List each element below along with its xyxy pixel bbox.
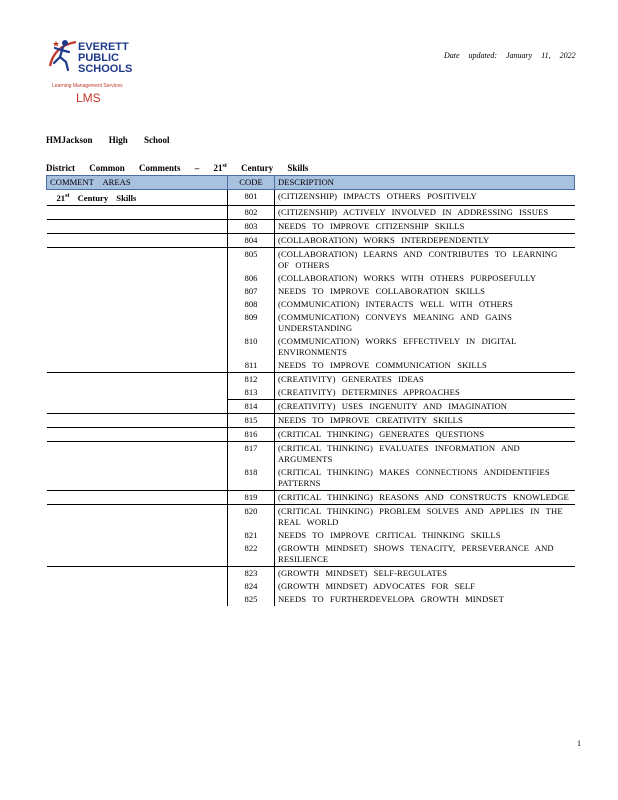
area-cell bbox=[47, 359, 228, 373]
description-cell: (COMMUNICATION) WORKS EFFECTIVELY IN DIGITAL ENVIRONMENTS bbox=[275, 335, 575, 359]
code-cell: 811 bbox=[228, 359, 275, 373]
table-row bbox=[47, 490, 575, 504]
area-cell bbox=[47, 386, 228, 400]
description-cell: NEEDS TO IMPROVE CREATIVITY SKILLS bbox=[275, 413, 575, 427]
table-row bbox=[47, 335, 575, 359]
header-code: CODE bbox=[228, 176, 275, 190]
description-cell: (COMMUNICATION) INTERACTS WELL WITH OTHERS bbox=[275, 298, 575, 311]
table-row bbox=[47, 566, 575, 580]
code-cell: 813 bbox=[228, 386, 275, 400]
code-cell: 825 bbox=[228, 593, 275, 606]
logo-line-1: EVERETT bbox=[78, 41, 129, 53]
area-cell bbox=[47, 542, 228, 567]
table-header-row bbox=[47, 176, 575, 190]
table-row bbox=[47, 529, 575, 542]
description-cell: (COLLABORATION) LEARNS AND CONTRIBUTES TO LEARNING OF OTHERS bbox=[275, 247, 575, 272]
page-heading bbox=[46, 163, 308, 173]
table-row bbox=[47, 247, 575, 272]
area-cell bbox=[47, 205, 228, 219]
table-row bbox=[47, 311, 575, 335]
description-cell: (CREATIVITY) DETERMINES APPROACHES bbox=[275, 386, 575, 400]
table-row bbox=[47, 386, 575, 400]
code-cell: 822 bbox=[228, 542, 275, 567]
code-cell: 823 bbox=[228, 566, 275, 580]
area-cell bbox=[47, 399, 228, 413]
table-row bbox=[47, 427, 575, 441]
table-row bbox=[47, 441, 575, 466]
runner-icon bbox=[46, 36, 78, 76]
description-cell: NEEDS TO FURTHERDEVELOPA GROWTH MINDSET bbox=[275, 593, 575, 606]
table-row bbox=[47, 285, 575, 298]
description-cell: (GROWTH MINDSET) ADVOCATES FOR SELF bbox=[275, 580, 575, 593]
table-row bbox=[47, 466, 575, 491]
code-cell: 816 bbox=[228, 427, 275, 441]
description-cell: NEEDS TO IMPROVE COMMUNICATION SKILLS bbox=[275, 359, 575, 373]
area-cell bbox=[47, 285, 228, 298]
description-cell: (CRITICAL THINKING) PROBLEM SOLVES AND APPLIES IN THE REAL WORLD bbox=[275, 504, 575, 529]
page-number: 1 bbox=[577, 739, 581, 748]
area-cell bbox=[47, 490, 228, 504]
area-cell bbox=[47, 311, 228, 335]
area-cell bbox=[47, 233, 228, 247]
description-cell: (CITIZENSHIP) IMPACTS OTHERS POSITIVELY bbox=[275, 190, 575, 206]
table-row bbox=[47, 272, 575, 285]
logo-line-2: PUBLIC bbox=[78, 52, 119, 64]
area-prefix: 21 bbox=[56, 192, 66, 203]
code-cell: 804 bbox=[228, 233, 275, 247]
logo-subtitle: Learning Management Services bbox=[52, 83, 123, 89]
table-row bbox=[47, 413, 575, 427]
date-updated: Date updated: January 11, 2022 bbox=[444, 51, 576, 60]
table-row bbox=[47, 359, 575, 373]
table-row bbox=[47, 399, 575, 413]
everett-logo bbox=[46, 36, 136, 106]
table-row bbox=[47, 372, 575, 386]
code-cell: 806 bbox=[228, 272, 275, 285]
code-cell: 803 bbox=[228, 219, 275, 233]
description-cell: (CREATIVITY) USES INGENUITY AND IMAGINATION bbox=[275, 399, 575, 413]
description-cell: NEEDS TO IMPROVE COLLABORATION SKILLS bbox=[275, 285, 575, 298]
description-cell: (COMMUNICATION) CONVEYS MEANING AND GAINS UNDERSTANDING bbox=[275, 311, 575, 335]
table-row bbox=[47, 233, 575, 247]
area-cell bbox=[47, 566, 228, 580]
area-cell bbox=[47, 413, 228, 427]
code-cell: 801 bbox=[228, 190, 275, 206]
header-comment-areas: COMMENT AREAS bbox=[47, 176, 228, 190]
table-row bbox=[47, 205, 575, 219]
code-cell: 815 bbox=[228, 413, 275, 427]
table-row bbox=[47, 219, 575, 233]
table-body bbox=[47, 190, 575, 606]
code-cell: 819 bbox=[228, 490, 275, 504]
table-row bbox=[47, 504, 575, 529]
code-cell: 805 bbox=[228, 247, 275, 272]
area-cell bbox=[47, 298, 228, 311]
area-sup: st bbox=[65, 193, 70, 199]
area-cell bbox=[47, 466, 228, 491]
area-cell bbox=[47, 219, 228, 233]
code-cell: 812 bbox=[228, 372, 275, 386]
description-cell: (CRITICAL THINKING) REASONS AND CONSTRUCTS KNOWLEDGE bbox=[275, 490, 575, 504]
school-name: HMJackson High School bbox=[46, 135, 170, 145]
heading-suffix: Century Skills bbox=[241, 163, 309, 173]
area-cell bbox=[47, 335, 228, 359]
description-cell: NEEDS TO IMPROVE CITIZENSHIP SKILLS bbox=[275, 219, 575, 233]
description-cell: (COLLABORATION) WORKS INTERDEPENDENTLY bbox=[275, 233, 575, 247]
description-cell: (CRITICAL THINKING) EVALUATES INFORMATION AND ARGUMENTS bbox=[275, 441, 575, 466]
description-cell: (CREATIVITY) GENERATES IDEAS bbox=[275, 372, 575, 386]
code-cell: 809 bbox=[228, 311, 275, 335]
comments-table bbox=[46, 175, 575, 606]
code-cell: 821 bbox=[228, 529, 275, 542]
code-cell: 807 bbox=[228, 285, 275, 298]
code-cell: 817 bbox=[228, 441, 275, 466]
code-cell: 810 bbox=[228, 335, 275, 359]
heading-sup: st bbox=[222, 163, 227, 169]
table-row bbox=[47, 298, 575, 311]
description-cell: (CRITICAL THINKING) MAKES CONNECTIONS ANDIDENTIFIES PATTERNS bbox=[275, 466, 575, 491]
code-cell: 818 bbox=[228, 466, 275, 491]
logo-lms: LMS bbox=[76, 91, 101, 105]
description-cell: (GROWTH MINDSET) SELF-REGULATES bbox=[275, 566, 575, 580]
area-cell bbox=[47, 529, 228, 542]
code-cell: 820 bbox=[228, 504, 275, 529]
description-cell: (COLLABORATION) WORKS WITH OTHERS PURPOSEFULLY bbox=[275, 272, 575, 285]
area-cell bbox=[47, 504, 228, 529]
description-cell: NEEDS TO IMPROVE CRITICAL THINKING SKILLS bbox=[275, 529, 575, 542]
table-row bbox=[47, 542, 575, 567]
area-cell bbox=[47, 372, 228, 386]
code-cell: 824 bbox=[228, 580, 275, 593]
logo-line-3: SCHOOLS bbox=[78, 63, 133, 75]
code-cell: 814 bbox=[228, 399, 275, 413]
description-cell: (CITIZENSHIP) ACTIVELY INVOLVED IN ADDRESSING ISSUES bbox=[275, 205, 575, 219]
header-description: DESCRIPTION bbox=[275, 176, 575, 190]
area-cell bbox=[47, 190, 228, 206]
area-cell bbox=[47, 247, 228, 272]
heading-prefix: District Common Comments – 21 bbox=[46, 163, 223, 173]
area-cell bbox=[47, 427, 228, 441]
description-cell: (GROWTH MINDSET) SHOWS TENACITY, PERSEVERANCE AND RESILIENCE bbox=[275, 542, 575, 567]
area-cell bbox=[47, 441, 228, 466]
area-suffix: Century Skills bbox=[77, 192, 137, 203]
code-cell: 808 bbox=[228, 298, 275, 311]
table-row bbox=[47, 593, 575, 606]
code-cell: 802 bbox=[228, 205, 275, 219]
area-cell bbox=[47, 580, 228, 593]
logo-wordmark bbox=[78, 42, 132, 75]
area-cell bbox=[47, 593, 228, 606]
area-cell bbox=[47, 272, 228, 285]
description-cell: (CRITICAL THINKING) GENERATES QUESTIONS bbox=[275, 427, 575, 441]
table-row bbox=[47, 580, 575, 593]
table-row bbox=[47, 190, 575, 206]
